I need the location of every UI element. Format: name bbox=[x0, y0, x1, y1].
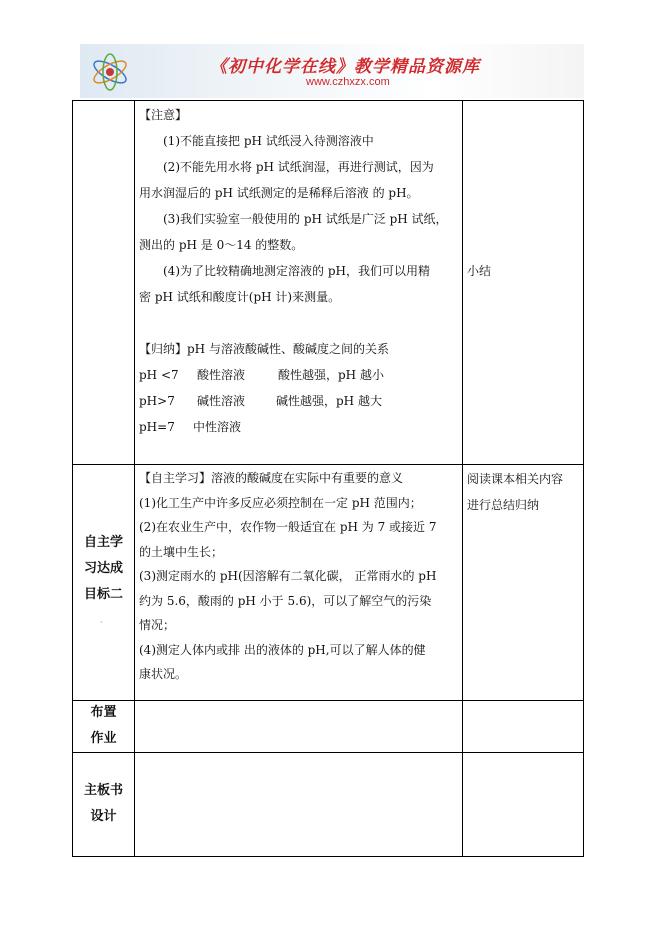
label-line: 布置 bbox=[90, 705, 117, 720]
remark-line: 阅读课本相关内容 bbox=[467, 472, 564, 486]
table-line-row1 bbox=[72, 464, 584, 465]
table-line-col1 bbox=[134, 100, 135, 857]
row4-label bbox=[73, 778, 134, 830]
study-line: (3)测定雨水的 pH(因溶解有二氧化碳， 正常雨水的 pH bbox=[139, 569, 437, 583]
study-line: 的土壤中生长； bbox=[139, 544, 224, 559]
study-line: 【自主学习】溶液的酸碱度在实际中有重要的意义 bbox=[139, 471, 404, 485]
ph-trend: 酸性越强，pH 越小 bbox=[278, 368, 384, 382]
label-line: 习达成 bbox=[83, 561, 123, 576]
ph-value: pH <7 bbox=[139, 368, 179, 382]
note-line: (3)我们实验室一般使用的 pH 试纸是广泛 pH 试纸， bbox=[163, 212, 448, 226]
study-line: 情况； bbox=[139, 618, 176, 632]
ph-trend: 碱性越强，pH 越大 bbox=[276, 394, 382, 408]
study-line: 约为 5.6，酸雨的 pH 小于 5.6)，可以了解空气的污染 bbox=[139, 593, 432, 608]
row2-dot: · bbox=[100, 618, 103, 627]
note-heading: 【注意】 bbox=[139, 108, 188, 122]
header-url: www.czhxzx.com bbox=[306, 76, 390, 88]
header-banner bbox=[80, 44, 584, 98]
molecule-logo-icon bbox=[88, 50, 132, 94]
table-line-bottom bbox=[72, 856, 584, 857]
note-line: 用水润湿后的 pH 试纸测定的是稀释后溶液 的 pH。 bbox=[139, 186, 419, 200]
note-line: 密 pH 试纸和酸度计(pH 计)来测量。 bbox=[139, 290, 341, 304]
label-line: 目标二 bbox=[83, 587, 123, 602]
ph-value: pH=7 bbox=[139, 420, 175, 434]
remark-line: 进行总结归纳 bbox=[467, 498, 540, 512]
label-line: 自主学 bbox=[83, 535, 123, 550]
label-line: 主板书 bbox=[83, 783, 123, 798]
note-line: (2)不能先用水将 pH 试纸润湿，再进行测试，因为 bbox=[163, 160, 434, 174]
header-title: 《初中化学在线》教学精品资源库 bbox=[210, 57, 480, 77]
table-line-row2 bbox=[72, 700, 584, 701]
label-line: 设计 bbox=[90, 809, 117, 824]
table-line-right bbox=[583, 100, 584, 857]
ph-value: pH>7 bbox=[139, 394, 175, 408]
ph-nature: 碱性溶液 bbox=[197, 394, 246, 408]
study-line: 康状况。 bbox=[139, 667, 188, 681]
study-line: (1)化工生产中许多反应必须控制在一定 pH 范围内； bbox=[139, 495, 422, 510]
study-line: (2)在农业生产中，农作物一般适宜在 pH 为 7 或接近 7 bbox=[139, 520, 437, 534]
note-line: (4)为了比较精确地测定溶液的 pH，我们可以用精 bbox=[163, 264, 430, 278]
row3-label bbox=[73, 700, 134, 752]
summary-heading: 【归纳】pH 与溶液酸碱性、酸碱度之间的关系 bbox=[139, 342, 389, 356]
table-line-col2 bbox=[462, 100, 463, 857]
row2-label bbox=[73, 530, 134, 608]
row1-remark: 小结 bbox=[467, 264, 492, 278]
study-line: (4)测定人体内或排 出的液体的 pH,可以了解人体的健 bbox=[139, 642, 426, 657]
ph-nature: 酸性溶液 bbox=[197, 368, 246, 382]
table-line-top bbox=[72, 100, 584, 101]
ph-nature: 中性溶液 bbox=[193, 420, 242, 434]
note-line: (1)不能直接把 pH 试纸浸入待测溶液中 bbox=[163, 134, 374, 148]
note-line: 测出的 pH 是 0～14 的整数。 bbox=[139, 238, 304, 252]
label-line: 作业 bbox=[90, 731, 117, 746]
table-line-row3 bbox=[72, 752, 584, 753]
